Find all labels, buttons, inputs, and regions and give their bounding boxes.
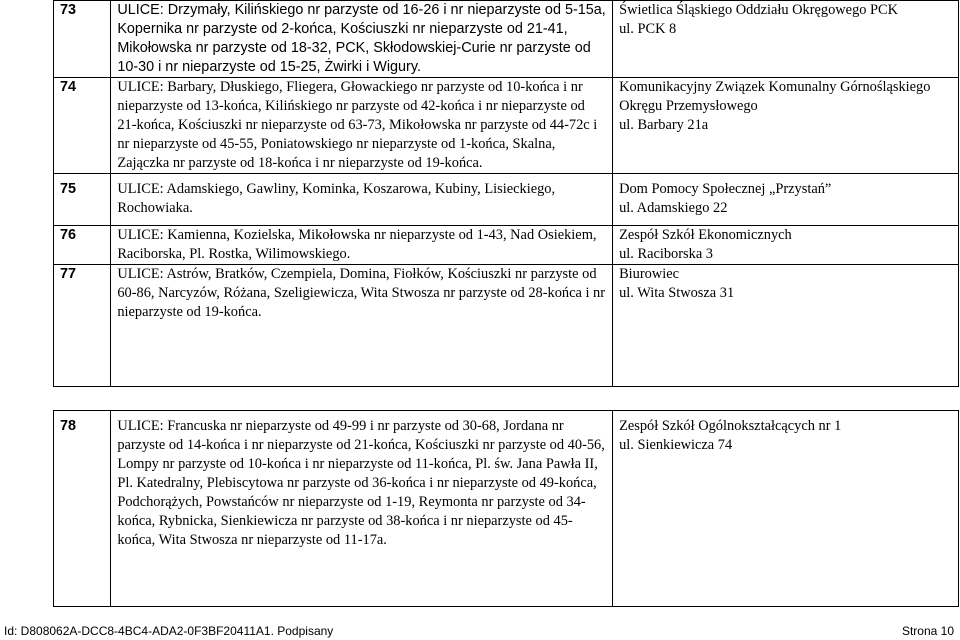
page-number: Strona 10 <box>901 624 954 638</box>
polling-place-address: ul. Wita Stwosza 31 <box>619 285 735 301</box>
district-streets: ULICE: Drzymały, Kilińskiego nr parzyste od 16-26 i nr nieparzyste od 5-15a, Kopernika nr parzyste od 2-końca, Kościuszki nr nieparzyste od 21-41, Mikołowska nr parzyste od 18-32, PCK, Skłodowskiej-Curie nr parzyste od 10-30 i nr nieparzyste od 15-25, Żwirki i Wigury. <box>111 1 613 78</box>
polling-place-name: Dom Pomocy Społecznej „Przystań” <box>619 181 832 197</box>
district-streets: ULICE: Astrów, Bratków, Czempiela, Domina, Fiołków, Kościuszki nr parzyste od 60-86, Narcyzów, Różana, Szeligiewicza, Wita Stwosza nr parzyste od 28-końca i nr nieparzyste od 19-końca. <box>111 265 613 387</box>
table-row <box>54 1 959 78</box>
district-streets: ULICE: Francuska nr nieparzyste od 49-99 i nr parzyste od 30-68, Jordana nr parzyste od 14-końca i nr nieparzyste od 21-końca, Kościuszki nr parzyste od 40-56, Lompy nr parzyste od 10-końca i nr nieparzyste od 11-końca, Pl. św. Jana Pawła II, Pl. Katedralny, Plebiscytowa nr parzyste od 36-końca i nr nieparzyste od 49-końca, Podchorążych, Powstańców nr nieparzyste od 1-19, Reymonta nr parzyste od 34-końca, Rybnicka, Sienkiewicza nr parzyste od 38-końca i nr nieparzyste od 45-końca, Wita Stwosza nr nieparzyste od 11-17a. <box>111 411 613 607</box>
table-row <box>54 226 959 265</box>
polling-place-name: Świetlica Śląskiego Oddziału Okręgowego PCK <box>619 2 899 18</box>
polling-place <box>613 174 959 226</box>
district-number: 74 <box>54 78 111 174</box>
polling-place-name: Biurowiec <box>619 266 680 282</box>
polling-place-address: ul. Sienkiewicza 74 <box>619 437 733 453</box>
polling-place-address: ul. Barbary 21a <box>619 117 709 133</box>
page-footer <box>0 623 960 640</box>
table-row <box>54 411 959 607</box>
polling-place <box>613 411 959 607</box>
polling-place <box>613 226 959 265</box>
polling-place <box>613 78 959 174</box>
polling-place-address: ul. Adamskiego 22 <box>619 200 728 216</box>
electoral-districts-table <box>53 0 959 387</box>
polling-place-name: Komunikacyjny Związek Komunalny Górnośląskiego Okręgu Przemysłowego <box>619 79 931 114</box>
district-number: 75 <box>54 174 111 226</box>
polling-place-address: ul. Raciborska 3 <box>619 246 713 262</box>
district-number: 76 <box>54 226 111 265</box>
table-row <box>54 174 959 226</box>
district-streets: ULICE: Kamienna, Kozielska, Mikołowska nr nieparzyste od 1-43, Nad Osiekiem, Raciborska, Pl. Rostka, Wilimowskiego. <box>111 226 613 265</box>
district-streets: ULICE: Adamskiego, Gawliny, Kominka, Koszarowa, Kubiny, Lisieckiego, Rochowiaka. <box>111 174 613 226</box>
district-streets: ULICE: Barbary, Dłuskiego, Fliegera, Głowackiego nr parzyste od 10-końca i nr nieparzyste od 13-końca, Kilińskiego nr parzyste od 42-końca i nr nieparzyste od 21-końca, Kościuszki nr nieparzyste od 63-73, Mikołowska nr parzyste od 44-72c i nr nieparzyste od 45-55, Poniatowskiego nr nieparzyste od 1-końca, Skalna, Zajączka nr parzyste od 18-końca i nr nieparzyste od 19-końca. <box>111 78 613 174</box>
polling-place <box>613 265 959 387</box>
electoral-districts-table-continued <box>53 410 959 607</box>
polling-place <box>613 1 959 78</box>
polling-place-name: Zespół Szkół Ekonomicznych <box>619 227 792 243</box>
polling-place-address: ul. PCK 8 <box>619 21 677 37</box>
polling-place-name: Zespół Szkół Ogólnokształcących nr 1 <box>619 418 842 434</box>
district-number: 77 <box>54 265 111 387</box>
district-number: 78 <box>54 411 111 607</box>
table-row <box>54 78 959 174</box>
district-number: 73 <box>54 1 111 78</box>
document-id: Id: D808062A-DCC8-4BC4-ADA2-0F3BF20411A1. Podpisany <box>4 624 334 638</box>
table-row <box>54 265 959 387</box>
